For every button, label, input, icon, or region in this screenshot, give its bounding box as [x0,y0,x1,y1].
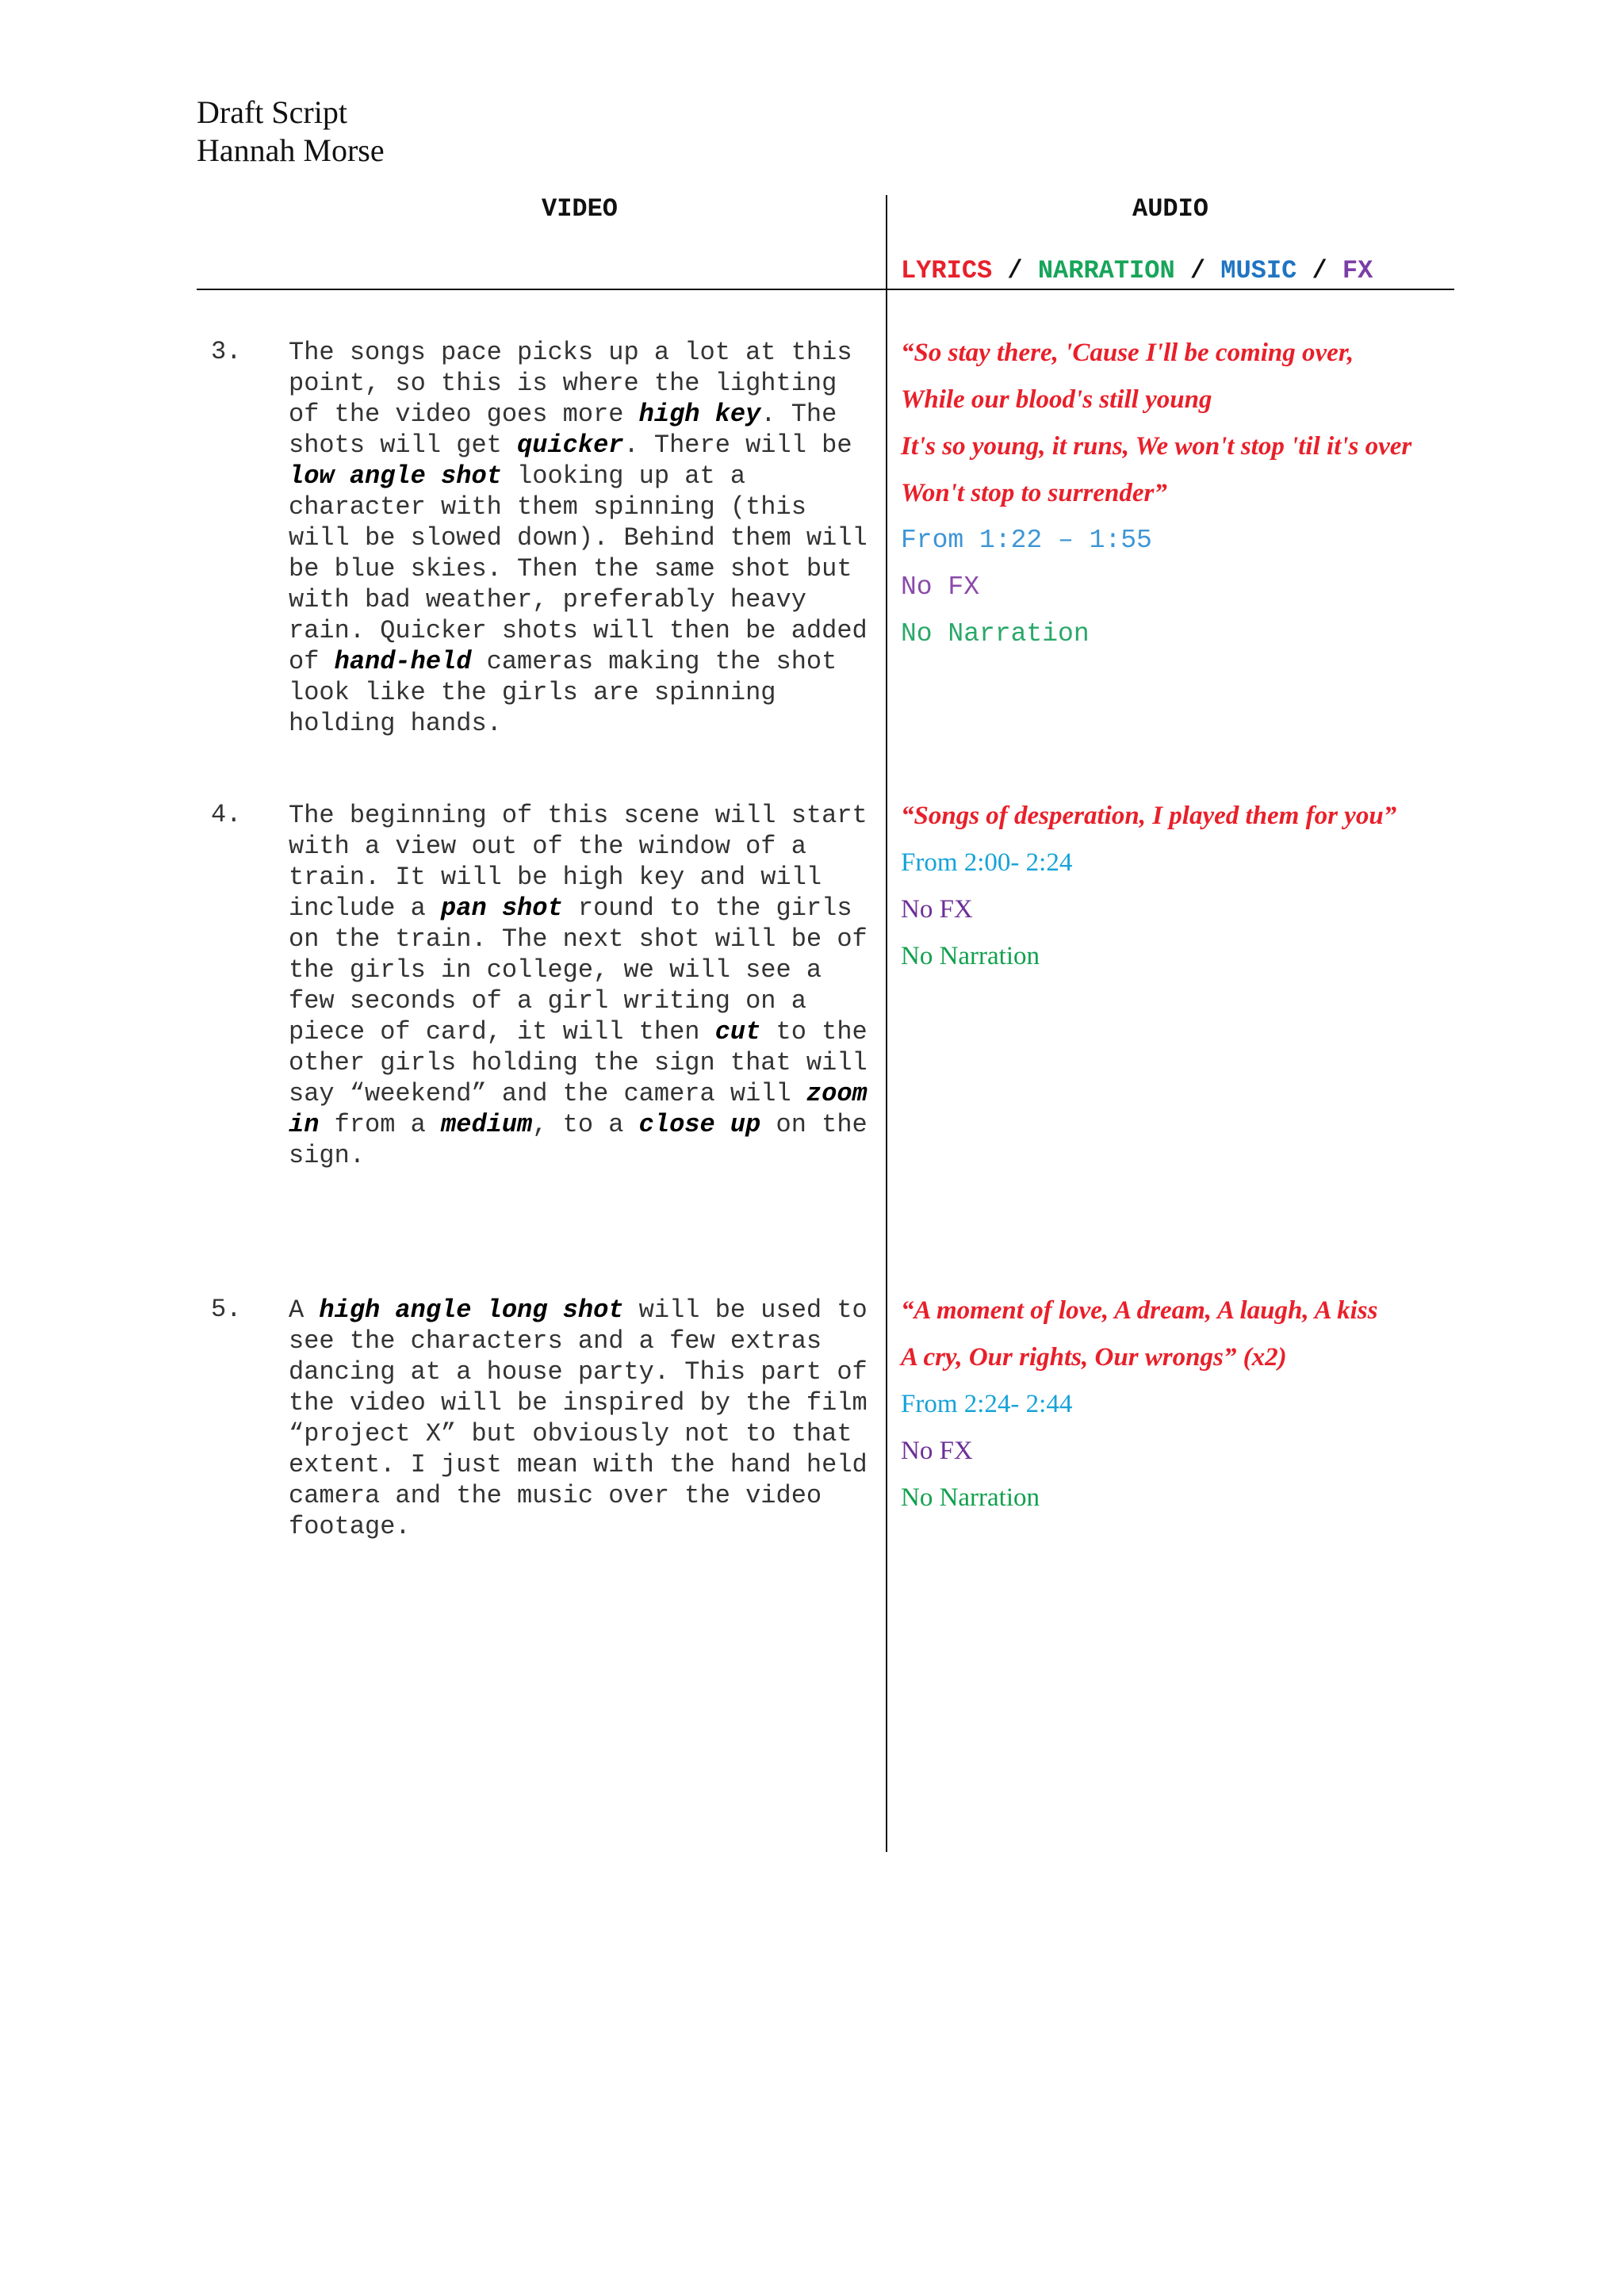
lyric-line: It's so young, it runs, We won't stop 'til it's over [901,432,1412,461]
narration-note: No Narration [901,942,1040,970]
music-timing: From 2:00- 2:24 [901,848,1073,877]
author-name: Hannah Morse [197,132,385,168]
emphasized-term: hand-held [334,647,472,676]
music-timing: From 2:24- 2:44 [901,1390,1073,1418]
description-text: . There will be [623,430,852,460]
fx-note: No FX [901,572,980,602]
scene-audio [901,793,1456,980]
description-text: from a [319,1110,442,1139]
lyric-line: A cry, Our rights, Our wrongs” (x2) [901,1343,1287,1372]
scene-video-description [289,800,875,1171]
description-text: , to a [532,1110,639,1139]
description-text: will be used to see the characters and a few extras dancing at a house party. This part of the video will be inspired by the film “project X” but obviously not to that extent. I just mean with the hand held camera and the music over the video footage. [289,1295,868,1541]
emphasized-term: medium [441,1110,533,1139]
lyric-line: While our blood's still young [901,385,1212,414]
description-text: cameras making the shot look like the girls are spinning holding hands. [289,647,837,738]
description-text: on the sign. [289,1110,868,1170]
emphasized-term: pan shot [441,894,563,923]
lyric-line: “A moment of love, A dream, A laugh, A kiss [901,1296,1378,1325]
description-text: looking up at a character with them spinning (this will be slowed down). Behind them will be blue skies. Then the same shot but with bad weather, preferably heavy rain. Quicker shots will then be added of [289,461,868,676]
audio-legend [901,256,1373,285]
lyric-line: “Songs of desperation, I played them for you” [901,802,1397,830]
legend-music: MUSIC [1220,256,1297,285]
scene-audio [901,1288,1456,1521]
scene-video-description [289,1295,875,1542]
audio-column-heading: AUDIO [1132,194,1208,224]
legend-lyrics: LYRICS [901,256,993,285]
description-text: The songs pace picks up a lot at this point, so this is where the lighting of the video goes more [289,338,852,429]
emphasized-term: quicker [517,430,624,460]
emphasized-term: low angle shot [289,461,502,491]
description-text: A [289,1295,320,1325]
legend-separator: / [1174,256,1221,285]
emphasized-term: high angle long shot [319,1295,624,1325]
narration-note: No Narration [901,619,1090,649]
legend-separator: / [1297,256,1342,285]
legend-separator: / [992,256,1038,285]
lyric-line: “So stay there, 'Cause I'll be coming over, [901,339,1354,367]
emphasized-term: cut [714,1017,761,1047]
emphasized-term: close up [638,1110,761,1139]
emphasized-term: zoom in [289,1079,868,1139]
description-text: . The shots will get [289,400,837,460]
header-divider [197,289,1454,290]
lyric-line: Won't stop to surrender” [901,479,1167,507]
legend-narration: NARRATION [1037,256,1175,285]
music-timing: From 1:22 – 1:55 [901,526,1152,555]
fx-note: No FX [901,1437,973,1465]
description-text: The beginning of this scene will start with a view out of the window of a train. It will be high key and will include a [289,801,868,923]
description-text: to the other girls holding the sign that will say “weekend” and the camera will [289,1017,868,1108]
column-divider [886,195,887,1852]
scene-video-description [289,337,875,739]
legend-fx: FX [1342,256,1373,285]
scene-audio [901,330,1456,657]
emphasized-term: high key [638,400,761,429]
video-column-heading: VIDEO [541,194,618,224]
description-text: round to the girls on the train. The next shot will be of the girls in college, we will see a few seconds of a girl writing on a piece of card, it will then [289,894,868,1047]
scene-number: 4. [211,800,242,829]
scene-number: 5. [211,1295,242,1324]
scene-number: 3. [211,337,242,366]
fx-note: No FX [901,895,973,924]
document-title: Draft Script [197,94,347,130]
narration-note: No Narration [901,1483,1040,1512]
